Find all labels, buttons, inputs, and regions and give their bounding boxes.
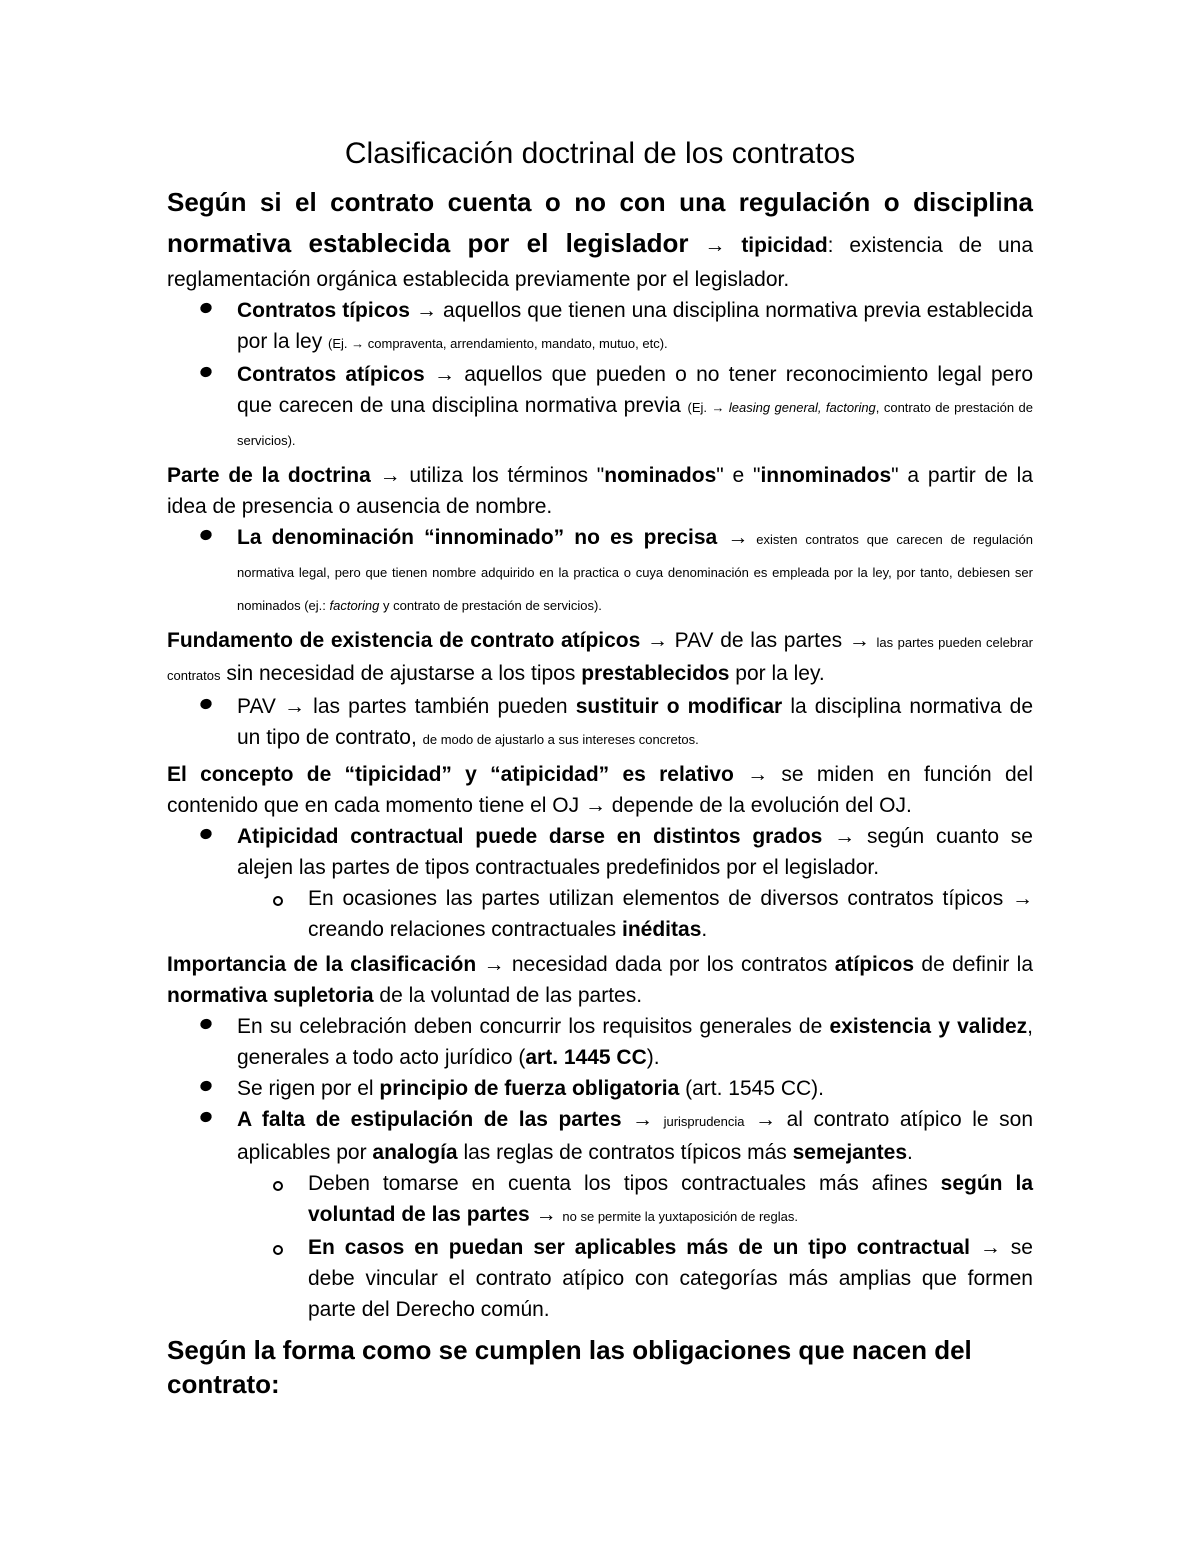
item-text: . bbox=[701, 918, 708, 941]
circle-bullet-icon bbox=[273, 1181, 283, 1191]
list-item-atipicidad-grados bbox=[237, 821, 1033, 945]
lead-bold: Parte de la doctrina bbox=[167, 464, 371, 487]
section-fundamento-lead bbox=[167, 625, 1033, 691]
item-note: jurisprudencia bbox=[663, 1114, 745, 1129]
section-nominados bbox=[167, 460, 1033, 621]
list-item-contratos-tipicos bbox=[237, 295, 1033, 359]
item-text: → según cuanto se alejen las partes de tipos contractuales predefinidos por el legislador. bbox=[237, 825, 1033, 879]
sublist-item-casos bbox=[308, 1232, 1033, 1325]
lead-bold: prestablecidos bbox=[581, 662, 730, 685]
item-bold: Atipicidad contractual puede darse en distintos grados bbox=[237, 825, 823, 848]
item-bold: analogía bbox=[372, 1141, 458, 1164]
item-text: En ocasiones las partes utilizan elementos de diversos contratos típicos → creando relaciones contractuales bbox=[308, 887, 1033, 941]
item-text: , generales a todo acto jurídico ( bbox=[237, 1015, 1033, 1069]
item-bold: principio de fuerza obligatoria bbox=[379, 1077, 680, 1100]
bullet-icon bbox=[199, 302, 213, 315]
section-fundamento bbox=[167, 625, 1033, 755]
arrow: → bbox=[688, 234, 742, 257]
item-text: → aquellos que pueden o no tener reconocimiento legal pero que carecen de una disciplina normativa previa bbox=[237, 363, 1033, 417]
section-nominados-lead bbox=[167, 460, 1033, 522]
lead-bold: El concepto de “tipicidad” y “atipicidad” es relativo bbox=[167, 763, 734, 786]
lead-bold: Fundamento de existencia de contrato atípicos bbox=[167, 629, 641, 652]
section-tipicidad-lead bbox=[167, 182, 1033, 295]
item-note: no se permite la yuxtaposición de reglas. bbox=[562, 1209, 798, 1224]
lead-bold: atípicos bbox=[834, 953, 915, 976]
section-tipicidad-heading: Según si el contrato cuenta o no con una regulación o disciplina normativa establecida por el legislador bbox=[167, 187, 1033, 258]
item-text: . bbox=[907, 1141, 913, 1164]
item-text: → aquellos que tienen una disciplina normativa previa establecida por la ley bbox=[237, 299, 1033, 353]
item-text: ). bbox=[646, 1046, 660, 1069]
item-text: En su celebración deben concurrir los requisitos generales de bbox=[237, 1015, 830, 1038]
item-bold: Contratos típicos bbox=[237, 299, 410, 322]
item-bold: inéditas bbox=[622, 918, 702, 941]
bullet-icon bbox=[199, 698, 213, 711]
item-note: , contrato de prestación de servicios). bbox=[237, 400, 1034, 448]
sublist-item-afines bbox=[308, 1168, 1033, 1232]
relativo-list bbox=[167, 821, 1033, 945]
item-bold: La denominación “innominado” no es precisa → bbox=[237, 526, 749, 549]
item-text: → al contrato atípico le son aplicables por bbox=[237, 1108, 1033, 1164]
list-item-fuerza-obligatoria bbox=[237, 1073, 1033, 1104]
bullet-icon bbox=[199, 1080, 213, 1093]
lead-text: por la ley. bbox=[729, 662, 825, 685]
importancia-list bbox=[167, 1011, 1033, 1325]
lead-text: de definir la bbox=[914, 953, 1034, 976]
item-text: PAV → las partes también pueden bbox=[237, 695, 576, 718]
item-text: → bbox=[621, 1108, 664, 1131]
nominados-list bbox=[167, 522, 1033, 621]
item-text: (art. 1545 CC). bbox=[679, 1077, 825, 1100]
fundamento-list bbox=[167, 691, 1033, 755]
item-bold: existencia y validez bbox=[829, 1015, 1028, 1038]
lead-text: → utiliza los términos " bbox=[370, 464, 605, 487]
lead-text: → se miden en función del contenido que en cada momento tiene el OJ → depende de la evolución del OJ. bbox=[167, 763, 1033, 817]
bullet-icon bbox=[199, 828, 213, 841]
atipicidad-sublist bbox=[167, 883, 1033, 945]
item-text: la disciplina normativa de un tipo de contrato, bbox=[237, 695, 1034, 749]
item-note: y contrato de prestación de servicios). bbox=[379, 598, 602, 613]
definition-text: : existencia de una reglamentación orgánica establecida previamente por el legislador. bbox=[167, 234, 1034, 291]
item-text: Deben tomarse en cuenta los tipos contractuales más afines bbox=[308, 1172, 941, 1195]
lead-text: " e " bbox=[716, 464, 761, 487]
item-text: → se debe vincular el contrato atípico con categorías más amplias que formen parte del Derecho común. bbox=[308, 1236, 1033, 1321]
section-relativo-lead bbox=[167, 759, 1033, 821]
item-bold: según la voluntad de las partes bbox=[308, 1172, 1033, 1226]
lead-text: de la voluntad de las partes. bbox=[373, 984, 643, 1007]
document-page bbox=[167, 136, 1033, 1401]
lead-text: " a partir de la idea de presencia o ausencia de nombre. bbox=[167, 464, 1033, 518]
item-note-italic: leasing general, factoring bbox=[728, 400, 876, 415]
term-tipicidad: tipicidad bbox=[741, 234, 828, 257]
list-item-denominacion bbox=[237, 522, 1033, 621]
list-item-contratos-atipicos bbox=[237, 359, 1033, 456]
item-bold: A falta de estipulación de las partes bbox=[237, 1108, 622, 1131]
lead-text: → necesidad dada por los contratos bbox=[476, 953, 835, 976]
list-item-celebracion bbox=[237, 1011, 1033, 1073]
bullet-icon bbox=[199, 366, 213, 379]
item-note-italic: factoring bbox=[329, 598, 380, 613]
circle-bullet-icon bbox=[273, 896, 283, 906]
item-text: las reglas de contratos típicos más bbox=[457, 1141, 793, 1164]
analogia-sublist bbox=[167, 1168, 1033, 1325]
item-text: → bbox=[529, 1203, 563, 1226]
sublist-item-ocasiones bbox=[308, 883, 1033, 945]
section-tipicidad bbox=[167, 182, 1033, 456]
document-title: Clasificación doctrinal de los contratos bbox=[344, 137, 856, 170]
term-nominados: nominados bbox=[604, 464, 717, 487]
circle-bullet-icon bbox=[273, 1245, 283, 1255]
lead-note: las partes pueden celebrar contratos bbox=[167, 635, 1033, 683]
list-item-falta-estipulacion bbox=[237, 1104, 1033, 1325]
lead-bold: Importancia de la clasificación bbox=[167, 953, 477, 976]
item-note: de modo de ajustarlo a sus intereses concretos. bbox=[422, 732, 699, 747]
item-bold: semejantes bbox=[792, 1141, 908, 1164]
lead-text: sin necesidad de ajustarse a los tipos bbox=[220, 662, 582, 685]
item-bold: art. 1445 CC bbox=[525, 1046, 647, 1069]
lead-bold: normativa supletoria bbox=[167, 984, 374, 1007]
section-importancia bbox=[167, 949, 1033, 1325]
item-text: Se rigen por el bbox=[237, 1077, 380, 1100]
bullet-icon bbox=[199, 529, 213, 542]
item-note: existen contratos que carecen de regulación normativa legal, pero que tienen nombre adquirido en la practica o cuya denominación es empleada por la ley, por tanto, debiesen ser nominados (ej.: bbox=[237, 532, 1033, 613]
tipicidad-list bbox=[167, 295, 1033, 456]
item-note: (Ej. → compraventa, arrendamiento, mandato, mutuo, etc). bbox=[328, 336, 668, 351]
section-relativo bbox=[167, 759, 1033, 945]
bullet-icon bbox=[199, 1018, 213, 1031]
item-bold: En casos en puedan ser aplicables más de un tipo contractual bbox=[308, 1236, 970, 1259]
item-bold: sustituir o modificar bbox=[575, 695, 783, 718]
item-bold: Contratos atípicos bbox=[237, 363, 425, 386]
section-forma-heading: Según la forma como se cumplen las obligaciones que nacen del contrato: bbox=[167, 1335, 972, 1399]
bullet-icon bbox=[199, 1111, 213, 1124]
term-innominados: innominados bbox=[760, 464, 892, 487]
item-note: (Ej. → bbox=[687, 400, 729, 415]
list-item-pav bbox=[237, 691, 1033, 755]
lead-text: → PAV de las partes → bbox=[640, 629, 877, 652]
section-importancia-lead bbox=[167, 949, 1033, 1011]
